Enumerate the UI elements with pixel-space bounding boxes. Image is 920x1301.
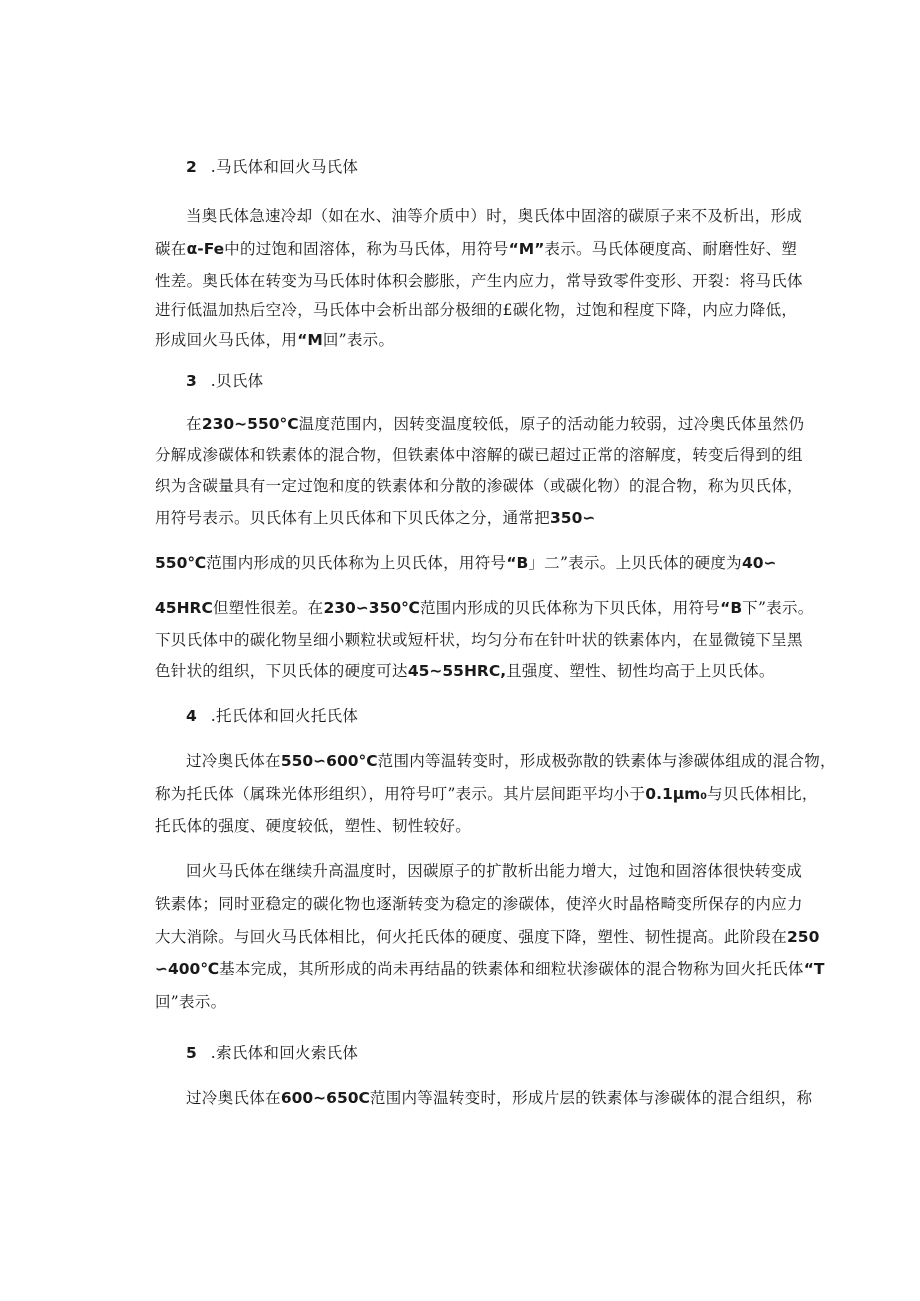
paragraph-line: 过冷奥氏体在600~650C范围内等温转变时，形成片层的铁素体与渗碳体的混合组织，称 <box>186 1089 813 1107</box>
paragraph-line: 碳在α-Fe中的过饱和固溶体，称为马氏体，用符号“M”表示。马氏体硬度高、耐磨性好、塑 <box>155 240 798 258</box>
paragraph-line: 550℃范围内形成的贝氏体称为上贝氏体，用符号“B」二”表示。上贝氏体的硬度为40∽ <box>155 554 777 572</box>
paragraph-line: 色针状的组织，下贝氏体的硬度可达45~55HRC,且强度、塑性、韧性均高于上贝氏体。 <box>155 662 775 680</box>
section-5-heading: 5 .索氏体和回火索氏体 <box>186 1044 359 1062</box>
paragraph-line: 过冷奥氏体在550∽600°C范围内等温转变时，形成极弥散的铁素体与渗碳体组成的混合物， <box>186 752 836 770</box>
paragraph-line: 回”表示。 <box>155 993 227 1011</box>
section-4-heading: 4 .托氏体和回火托氏体 <box>186 707 359 725</box>
paragraph-line: ∽400℃基本完成，其所形成的尚未再结晶的铁素体和细粒状渗碳体的混合物称为回火托氏体“T <box>155 960 825 978</box>
paragraph-line: 回火马氏体在继续升高温度时，因碳原子的扩散析出能力增大，过饱和固溶体很快转变成 <box>186 862 803 880</box>
section-3-heading: 3 .贝氏体 <box>186 372 264 390</box>
paragraph-line: 用符号表示。贝氏体有上贝氏体和下贝氏体之分，通常把350∽ <box>155 509 596 527</box>
paragraph-line: 45HRC但塑性很差。在230∽350℃范围内形成的贝氏体称为下贝氏体，用符号“B下”表示。 <box>155 599 814 617</box>
paragraph-line: 分解成渗碳体和铁素体的混合物，但铁素体中溶解的碳已超过正常的溶解度，转变后得到的组 <box>155 446 803 464</box>
paragraph-line: 铁素体；同时亚稳定的碳化物也逐渐转变为稳定的渗碳体，使淬火时晶格畸变所保存的内应力 <box>155 895 803 913</box>
paragraph-line: 性差。奥氏体在转变为马氏体时体积会膨胀，产生内应力，常导致零件变形、开裂：将马氏体 <box>155 272 803 290</box>
paragraph-line: 当奥氏体急速冷却（如在水、油等介质中）时，奥氏体中固溶的碳原子来不及析出，形成 <box>186 207 803 225</box>
paragraph-line: 形成回火马氏体，用“M回”表示。 <box>155 331 395 349</box>
paragraph-line: 称为托氏体（属珠光体形组织），用符号叮”表示。其片层间距平均小于0.1μm₀与贝氏体相比， <box>155 785 818 803</box>
paragraph-line: 大大消除。与回火马氏体相比，何火托氏体的硬度、强度下降，塑性、韧性提高。此阶段在250 <box>155 928 820 946</box>
paragraph-line: 托氏体的强度、硬度较低，塑性、韧性较好。 <box>155 817 472 835</box>
section-2-heading: 2 .马氏体和回火马氏体 <box>186 158 359 176</box>
paragraph-line: 织为含碳量具有一定过饱和度的铁素体和分散的渗碳体（或碳化物）的混合物，称为贝氏体， <box>155 477 803 495</box>
paragraph-line: 在230~550°C温度范围内，因转变温度较低，原子的活动能力较弱，过冷奥氏体虽然仍 <box>186 415 805 433</box>
paragraph-line: 下贝氏体中的碳化物呈细小颗粒状或短杆状，均匀分布在针叶状的铁素体内，在显微镜下呈黑 <box>155 631 803 649</box>
paragraph-line: 进行低温加热后空冷，马氏体中会析出部分极细的£碳化物，过饱和程度下降，内应力降低， <box>155 301 798 319</box>
